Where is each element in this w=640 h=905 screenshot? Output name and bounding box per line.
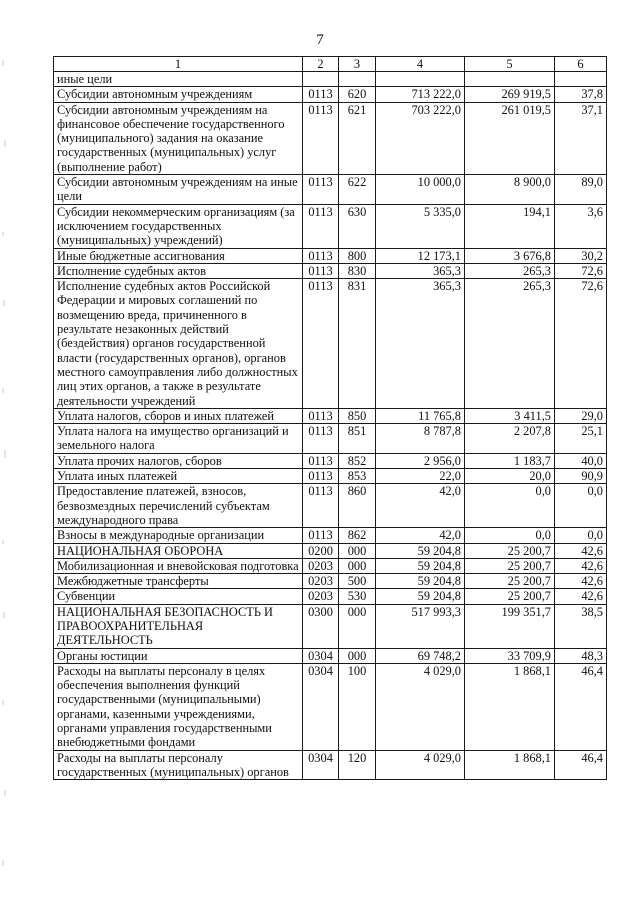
cell-section-code: 0113 <box>303 453 339 468</box>
cell-section-code: 0113 <box>303 175 339 205</box>
cell-expense-type: 622 <box>339 175 376 205</box>
table-row <box>54 453 607 468</box>
cell-name: Иные бюджетные ассигнования <box>54 248 303 263</box>
cell-plan: 4 029,0 <box>376 663 465 750</box>
cell-percent: 3,6 <box>555 204 607 248</box>
cell-name: Уплата налога на имущество организаций и земельного налога <box>54 424 303 454</box>
cell-expense-type: 850 <box>339 408 376 423</box>
cell-actual: 3 411,5 <box>465 408 555 423</box>
cell-name: Органы юстиции <box>54 648 303 663</box>
cell-section-code: 0113 <box>303 408 339 423</box>
column-header-percent: 6 <box>555 57 607 72</box>
cell-percent: 46,4 <box>555 663 607 750</box>
cell-percent: 37,1 <box>555 102 607 174</box>
cell-section-code: 0304 <box>303 750 339 780</box>
cell-actual: 3 676,8 <box>465 248 555 263</box>
cell-actual: 265,3 <box>465 279 555 409</box>
column-header-plan: 4 <box>376 57 465 72</box>
cell-plan: 11 765,8 <box>376 408 465 423</box>
cell-name: Взносы в международные организации <box>54 528 303 543</box>
cell-plan: 59 204,8 <box>376 543 465 558</box>
table-row <box>54 87 607 102</box>
cell-name: Уплата прочих налогов, сборов <box>54 453 303 468</box>
cell-plan: 4 029,0 <box>376 750 465 780</box>
cell-percent: 72,6 <box>555 263 607 278</box>
cell-actual: 20,0 <box>465 469 555 484</box>
cell-percent: 48,3 <box>555 648 607 663</box>
cell-expense-type <box>339 72 376 87</box>
cell-actual <box>465 72 555 87</box>
cell-expense-type: 830 <box>339 263 376 278</box>
cell-name: Межбюджетные трансферты <box>54 574 303 589</box>
cell-expense-type: 500 <box>339 574 376 589</box>
cell-name: НАЦИОНАЛЬНАЯ БЕЗОПАСНОСТЬ И ПРАВООХРАНИТЕЛЬНАЯ ДЕЯТЕЛЬНОСТЬ <box>54 604 303 648</box>
cell-expense-type: 000 <box>339 558 376 573</box>
cell-actual: 1 183,7 <box>465 453 555 468</box>
cell-section-code: 0304 <box>303 663 339 750</box>
cell-section-code: 0203 <box>303 574 339 589</box>
table-row <box>54 484 607 528</box>
cell-actual: 25 200,7 <box>465 543 555 558</box>
table-row <box>54 558 607 573</box>
cell-expense-type: 831 <box>339 279 376 409</box>
cell-actual: 1 868,1 <box>465 750 555 780</box>
cell-expense-type: 000 <box>339 648 376 663</box>
cell-section-code: 0203 <box>303 558 339 573</box>
cell-percent: 29,0 <box>555 408 607 423</box>
cell-name: Субсидии автономным учреждениям <box>54 87 303 102</box>
cell-percent: 72,6 <box>555 279 607 409</box>
cell-plan: 713 222,0 <box>376 87 465 102</box>
table-row <box>54 263 607 278</box>
column-header-section: 2 <box>303 57 339 72</box>
column-header-expense-type: 3 <box>339 57 376 72</box>
cell-percent: 37,8 <box>555 87 607 102</box>
cell-plan <box>376 72 465 87</box>
cell-plan: 10 000,0 <box>376 175 465 205</box>
cell-name: Предоставление платежей, взносов, безвозмездных перечислений субъектам международного права <box>54 484 303 528</box>
cell-plan: 22,0 <box>376 469 465 484</box>
cell-actual: 261 019,5 <box>465 102 555 174</box>
table-row <box>54 72 607 87</box>
cell-actual: 25 200,7 <box>465 574 555 589</box>
cell-percent: 0,0 <box>555 528 607 543</box>
cell-plan: 2 956,0 <box>376 453 465 468</box>
cell-percent: 30,2 <box>555 248 607 263</box>
cell-actual: 2 207,8 <box>465 424 555 454</box>
cell-expense-type: 860 <box>339 484 376 528</box>
cell-name: Уплата иных платежей <box>54 469 303 484</box>
cell-expense-type: 530 <box>339 589 376 604</box>
cell-percent: 90,9 <box>555 469 607 484</box>
cell-name: Субсидии некоммерческим организациям (за исключением государственных (муниципальных) учреждений) <box>54 204 303 248</box>
cell-actual: 0,0 <box>465 484 555 528</box>
cell-actual: 8 900,0 <box>465 175 555 205</box>
cell-actual: 269 919,5 <box>465 87 555 102</box>
cell-expense-type: 862 <box>339 528 376 543</box>
cell-section-code: 0113 <box>303 204 339 248</box>
cell-section-code: 0300 <box>303 604 339 648</box>
cell-name: НАЦИОНАЛЬНАЯ ОБОРОНА <box>54 543 303 558</box>
cell-section-code: 0113 <box>303 528 339 543</box>
cell-plan: 59 204,8 <box>376 574 465 589</box>
table-row <box>54 408 607 423</box>
cell-actual: 33 709,9 <box>465 648 555 663</box>
cell-expense-type: 120 <box>339 750 376 780</box>
table-row <box>54 528 607 543</box>
cell-section-code: 0113 <box>303 263 339 278</box>
cell-expense-type: 000 <box>339 543 376 558</box>
table-row <box>54 574 607 589</box>
cell-name: Расходы на выплаты персоналу в целях обеспечения выполнения функций государственными (муниципальными) органами, казенными учреждениями, органами управления государственными внебюджетными фондами <box>54 663 303 750</box>
cell-section-code: 0200 <box>303 543 339 558</box>
cell-name: Исполнение судебных актов Российской Федерации и мировых соглашений по возмещению вреда, причиненного в результате незаконных действий (бездействия) органов государственной власти (государственных органов), органов местного самоуправления либо должностных лиц этих органов, а также в результате деятельности учреждений <box>54 279 303 409</box>
cell-section-code: 0113 <box>303 424 339 454</box>
cell-percent: 40,0 <box>555 453 607 468</box>
cell-expense-type: 621 <box>339 102 376 174</box>
cell-section-code: 0113 <box>303 279 339 409</box>
cell-expense-type: 851 <box>339 424 376 454</box>
cell-plan: 517 993,3 <box>376 604 465 648</box>
table-row <box>54 469 607 484</box>
cell-plan: 42,0 <box>376 528 465 543</box>
cell-actual: 1 868,1 <box>465 663 555 750</box>
table-row <box>54 175 607 205</box>
cell-section-code: 0113 <box>303 484 339 528</box>
table-row <box>54 279 607 409</box>
cell-actual: 25 200,7 <box>465 558 555 573</box>
cell-name: Субсидии автономным учреждениям на иные цели <box>54 175 303 205</box>
cell-plan: 365,3 <box>376 263 465 278</box>
cell-actual: 265,3 <box>465 263 555 278</box>
cell-name: иные цели <box>54 72 303 87</box>
table-row <box>54 204 607 248</box>
table-row <box>54 543 607 558</box>
cell-expense-type: 853 <box>339 469 376 484</box>
cell-percent: 42,6 <box>555 589 607 604</box>
budget-execution-table <box>53 56 607 780</box>
column-header-actual: 5 <box>465 57 555 72</box>
table-row <box>54 604 607 648</box>
cell-plan: 703 222,0 <box>376 102 465 174</box>
cell-plan: 8 787,8 <box>376 424 465 454</box>
binding-margin-marks <box>0 0 12 905</box>
cell-section-code: 0113 <box>303 248 339 263</box>
cell-plan: 42,0 <box>376 484 465 528</box>
cell-expense-type: 620 <box>339 87 376 102</box>
table-body <box>54 72 607 780</box>
cell-plan: 69 748,2 <box>376 648 465 663</box>
cell-percent: 89,0 <box>555 175 607 205</box>
cell-percent: 25,1 <box>555 424 607 454</box>
column-header-name: 1 <box>54 57 303 72</box>
cell-expense-type: 800 <box>339 248 376 263</box>
cell-plan: 12 173,1 <box>376 248 465 263</box>
cell-section-code: 0203 <box>303 589 339 604</box>
cell-percent: 46,4 <box>555 750 607 780</box>
cell-section-code: 0113 <box>303 102 339 174</box>
cell-section-code <box>303 72 339 87</box>
cell-section-code: 0113 <box>303 87 339 102</box>
table-row <box>54 648 607 663</box>
table-header-row <box>54 57 607 72</box>
page-number: 7 <box>316 32 324 48</box>
table-row <box>54 424 607 454</box>
cell-actual: 25 200,7 <box>465 589 555 604</box>
cell-expense-type: 000 <box>339 604 376 648</box>
cell-name: Расходы на выплаты персоналу государственных (муниципальных) органов <box>54 750 303 780</box>
cell-expense-type: 100 <box>339 663 376 750</box>
cell-section-code: 0113 <box>303 469 339 484</box>
cell-actual: 199 351,7 <box>465 604 555 648</box>
table-row <box>54 750 607 780</box>
cell-plan: 59 204,8 <box>376 558 465 573</box>
cell-name: Мобилизационная и вневойсковая подготовка <box>54 558 303 573</box>
cell-plan: 59 204,8 <box>376 589 465 604</box>
cell-name: Субсидии автономным учреждениям на финансовое обеспечение государственного (муниципального) задания на оказание государственных (муниципальных) услуг (выполнение работ) <box>54 102 303 174</box>
cell-plan: 5 335,0 <box>376 204 465 248</box>
cell-plan: 365,3 <box>376 279 465 409</box>
cell-actual: 0,0 <box>465 528 555 543</box>
table-row <box>54 589 607 604</box>
cell-actual: 194,1 <box>465 204 555 248</box>
cell-expense-type: 852 <box>339 453 376 468</box>
cell-percent: 42,6 <box>555 574 607 589</box>
table-row <box>54 248 607 263</box>
cell-percent: 38,5 <box>555 604 607 648</box>
cell-expense-type: 630 <box>339 204 376 248</box>
cell-name: Уплата налогов, сборов и иных платежей <box>54 408 303 423</box>
cell-section-code: 0304 <box>303 648 339 663</box>
cell-name: Субвенции <box>54 589 303 604</box>
cell-percent <box>555 72 607 87</box>
cell-percent: 42,6 <box>555 543 607 558</box>
table-row <box>54 102 607 174</box>
table-row <box>54 663 607 750</box>
cell-name: Исполнение судебных актов <box>54 263 303 278</box>
cell-percent: 0,0 <box>555 484 607 528</box>
cell-percent: 42,6 <box>555 558 607 573</box>
